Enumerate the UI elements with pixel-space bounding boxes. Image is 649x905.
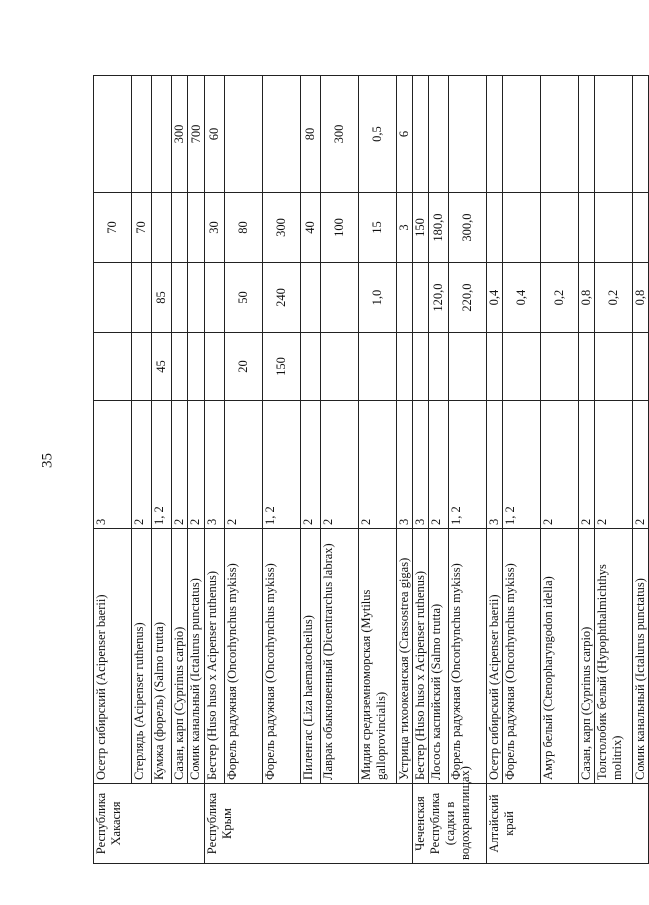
species-cell: Форель радужная (Oncorhynchus mykiss) [503, 529, 541, 784]
table-row [359, 76, 397, 864]
species-cell: Осетр сибирский (Acipenser baerii) [94, 529, 132, 784]
table-row [205, 76, 225, 864]
value-cell: 300 [321, 76, 359, 193]
region-cell: Республика Крым [205, 784, 413, 864]
value-cell [132, 333, 152, 401]
code-cell: 2 [321, 401, 359, 529]
value-cell: 120,0 [429, 263, 449, 333]
value-cell [541, 76, 579, 193]
region-cell: Алтайский край [487, 784, 649, 864]
species-cell: Осетр сибирский (Acipenser baerii) [487, 529, 503, 784]
species-cell: Стерлядь (Acipenser ruthenus) [132, 529, 152, 784]
value-cell: 60 [205, 76, 225, 193]
value-cell: 45 [152, 333, 172, 401]
table-row [132, 76, 152, 864]
value-cell: 80 [301, 76, 321, 193]
value-cell [359, 333, 397, 401]
species-cell: Сомик канальный (Ictalurus punctatus) [633, 529, 649, 784]
species-cell: Пиленгас (Liza haematocheilus) [301, 529, 321, 784]
value-cell [487, 76, 503, 193]
species-cell: Форель радужная (Oncorhynchus mykiss) [449, 529, 487, 784]
value-cell: 180,0 [429, 193, 449, 263]
species-cell: Сомик канальный (Ictalurus punctatus) [188, 529, 205, 784]
value-cell [429, 333, 449, 401]
value-cell [449, 76, 487, 193]
table-row [503, 76, 541, 864]
species-cell: Лаврак обыкновенный (Dicentrarchus labrax) [321, 529, 359, 784]
code-cell: 3 [487, 401, 503, 529]
table-row [541, 76, 579, 864]
table-row [263, 76, 301, 864]
table-row [321, 76, 359, 864]
code-cell: 3 [397, 401, 413, 529]
value-cell [321, 263, 359, 333]
value-cell [595, 333, 633, 401]
value-cell: 0,8 [579, 263, 595, 333]
value-cell: 300 [263, 193, 301, 263]
value-cell: 50 [225, 263, 263, 333]
code-cell: 1, 2 [449, 401, 487, 529]
value-cell: 0,5 [359, 76, 397, 193]
code-cell: 1, 2 [263, 401, 301, 529]
value-cell [172, 193, 188, 263]
code-cell: 2 [188, 401, 205, 529]
value-cell [225, 76, 263, 193]
table-row [94, 76, 132, 864]
species-cell: Сазан, карп (Cyprinus carpio) [172, 529, 188, 784]
value-cell [633, 193, 649, 263]
value-cell [595, 76, 633, 193]
rotated-table-wrapper [93, 76, 647, 864]
value-cell [172, 333, 188, 401]
code-cell: 2 [429, 401, 449, 529]
species-cell: Толстолобик белый (Hypophthalmichthys molitrix) [595, 529, 633, 784]
code-cell: 2 [301, 401, 321, 529]
value-cell: 0,4 [503, 263, 541, 333]
value-cell: 0,4 [487, 263, 503, 333]
value-cell [413, 263, 429, 333]
table-row [487, 76, 503, 864]
table-row [595, 76, 633, 864]
code-cell: 2 [579, 401, 595, 529]
value-cell [132, 76, 152, 193]
value-cell: 150 [413, 193, 429, 263]
value-cell [397, 333, 413, 401]
code-cell: 2 [359, 401, 397, 529]
code-cell: 3 [205, 401, 225, 529]
value-cell [94, 263, 132, 333]
table-row [225, 76, 263, 864]
table-row [152, 76, 172, 864]
value-cell [595, 193, 633, 263]
value-cell [633, 76, 649, 193]
species-cell: Мидия средиземноморская (Mytilus galloprovincialis) [359, 529, 397, 784]
table-row [397, 76, 413, 864]
table-row [172, 76, 188, 864]
value-cell [263, 76, 301, 193]
species-cell: Форель радужная (Oncorhynchus mykiss) [225, 529, 263, 784]
code-cell: 1, 2 [152, 401, 172, 529]
value-cell [579, 333, 595, 401]
value-cell: 6 [397, 76, 413, 193]
region-cell: Республика Хакасия [94, 784, 205, 864]
value-cell [301, 263, 321, 333]
code-cell: 3 [94, 401, 132, 529]
species-cell: Кумжа (форель) (Salmo trutta) [152, 529, 172, 784]
value-cell: 150 [263, 333, 301, 401]
value-cell: 1,0 [359, 263, 397, 333]
table-row [449, 76, 487, 864]
value-cell [205, 263, 225, 333]
value-cell [321, 333, 359, 401]
table-row [633, 76, 649, 864]
value-cell [94, 333, 132, 401]
species-cell: Амур белый (Ctenopharyngodon idella) [541, 529, 579, 784]
species-cell: Бестер (Huso huso x Acipenser ruthenus) [413, 529, 429, 784]
value-cell: 0,2 [595, 263, 633, 333]
value-cell [541, 333, 579, 401]
code-cell: 1, 2 [503, 401, 541, 529]
value-cell [449, 333, 487, 401]
value-cell [94, 76, 132, 193]
value-cell: 20 [225, 333, 263, 401]
value-cell [579, 76, 595, 193]
value-cell: 700 [188, 76, 205, 193]
value-cell: 15 [359, 193, 397, 263]
table-row [188, 76, 205, 864]
value-cell: 40 [301, 193, 321, 263]
value-cell [541, 193, 579, 263]
value-cell: 80 [225, 193, 263, 263]
value-cell [152, 76, 172, 193]
value-cell: 85 [152, 263, 172, 333]
value-cell: 30 [205, 193, 225, 263]
value-cell: 70 [94, 193, 132, 263]
value-cell: 240 [263, 263, 301, 333]
species-cell: Форель радужная (Oncorhynchus mykiss) [263, 529, 301, 784]
value-cell [487, 333, 503, 401]
value-cell [188, 333, 205, 401]
value-cell: 0,8 [633, 263, 649, 333]
species-cell: Лосось каспийский (Salmo trutta) [429, 529, 449, 784]
region-cell: Чеченская Республика (садки в водохранилищах) [413, 784, 487, 864]
value-cell: 0,2 [541, 263, 579, 333]
value-cell [152, 193, 172, 263]
value-cell [503, 76, 541, 193]
value-cell [413, 333, 429, 401]
value-cell [132, 263, 152, 333]
value-cell: 220,0 [449, 263, 487, 333]
value-cell: 100 [321, 193, 359, 263]
species-cell: Бестер (Huso huso x Acipenser ruthenus) [205, 529, 225, 784]
value-cell [503, 193, 541, 263]
value-cell [487, 193, 503, 263]
value-cell [413, 76, 429, 193]
value-cell [205, 333, 225, 401]
table-row [579, 76, 595, 864]
code-cell: 2 [633, 401, 649, 529]
value-cell [633, 333, 649, 401]
code-cell: 2 [172, 401, 188, 529]
table-row [429, 76, 449, 864]
species-cell: Сазан, карп (Cyprinus carpio) [579, 529, 595, 784]
value-cell: 300 [172, 76, 188, 193]
value-cell [188, 263, 205, 333]
value-cell [301, 333, 321, 401]
value-cell [172, 263, 188, 333]
value-cell [503, 333, 541, 401]
value-cell: 300,0 [449, 193, 487, 263]
value-cell: 70 [132, 193, 152, 263]
table-row [301, 76, 321, 864]
species-cell: Устрица тихоокеанская (Crassostrea gigas) [397, 529, 413, 784]
value-cell [429, 76, 449, 193]
aquaculture-table [93, 75, 649, 864]
code-cell: 2 [225, 401, 263, 529]
page-number: 35 [39, 453, 56, 468]
code-cell: 2 [595, 401, 633, 529]
value-cell [579, 193, 595, 263]
code-cell: 2 [541, 401, 579, 529]
value-cell [188, 193, 205, 263]
code-cell: 3 [413, 401, 429, 529]
value-cell [397, 263, 413, 333]
value-cell: 3 [397, 193, 413, 263]
code-cell: 2 [132, 401, 152, 529]
table-row [413, 76, 429, 864]
